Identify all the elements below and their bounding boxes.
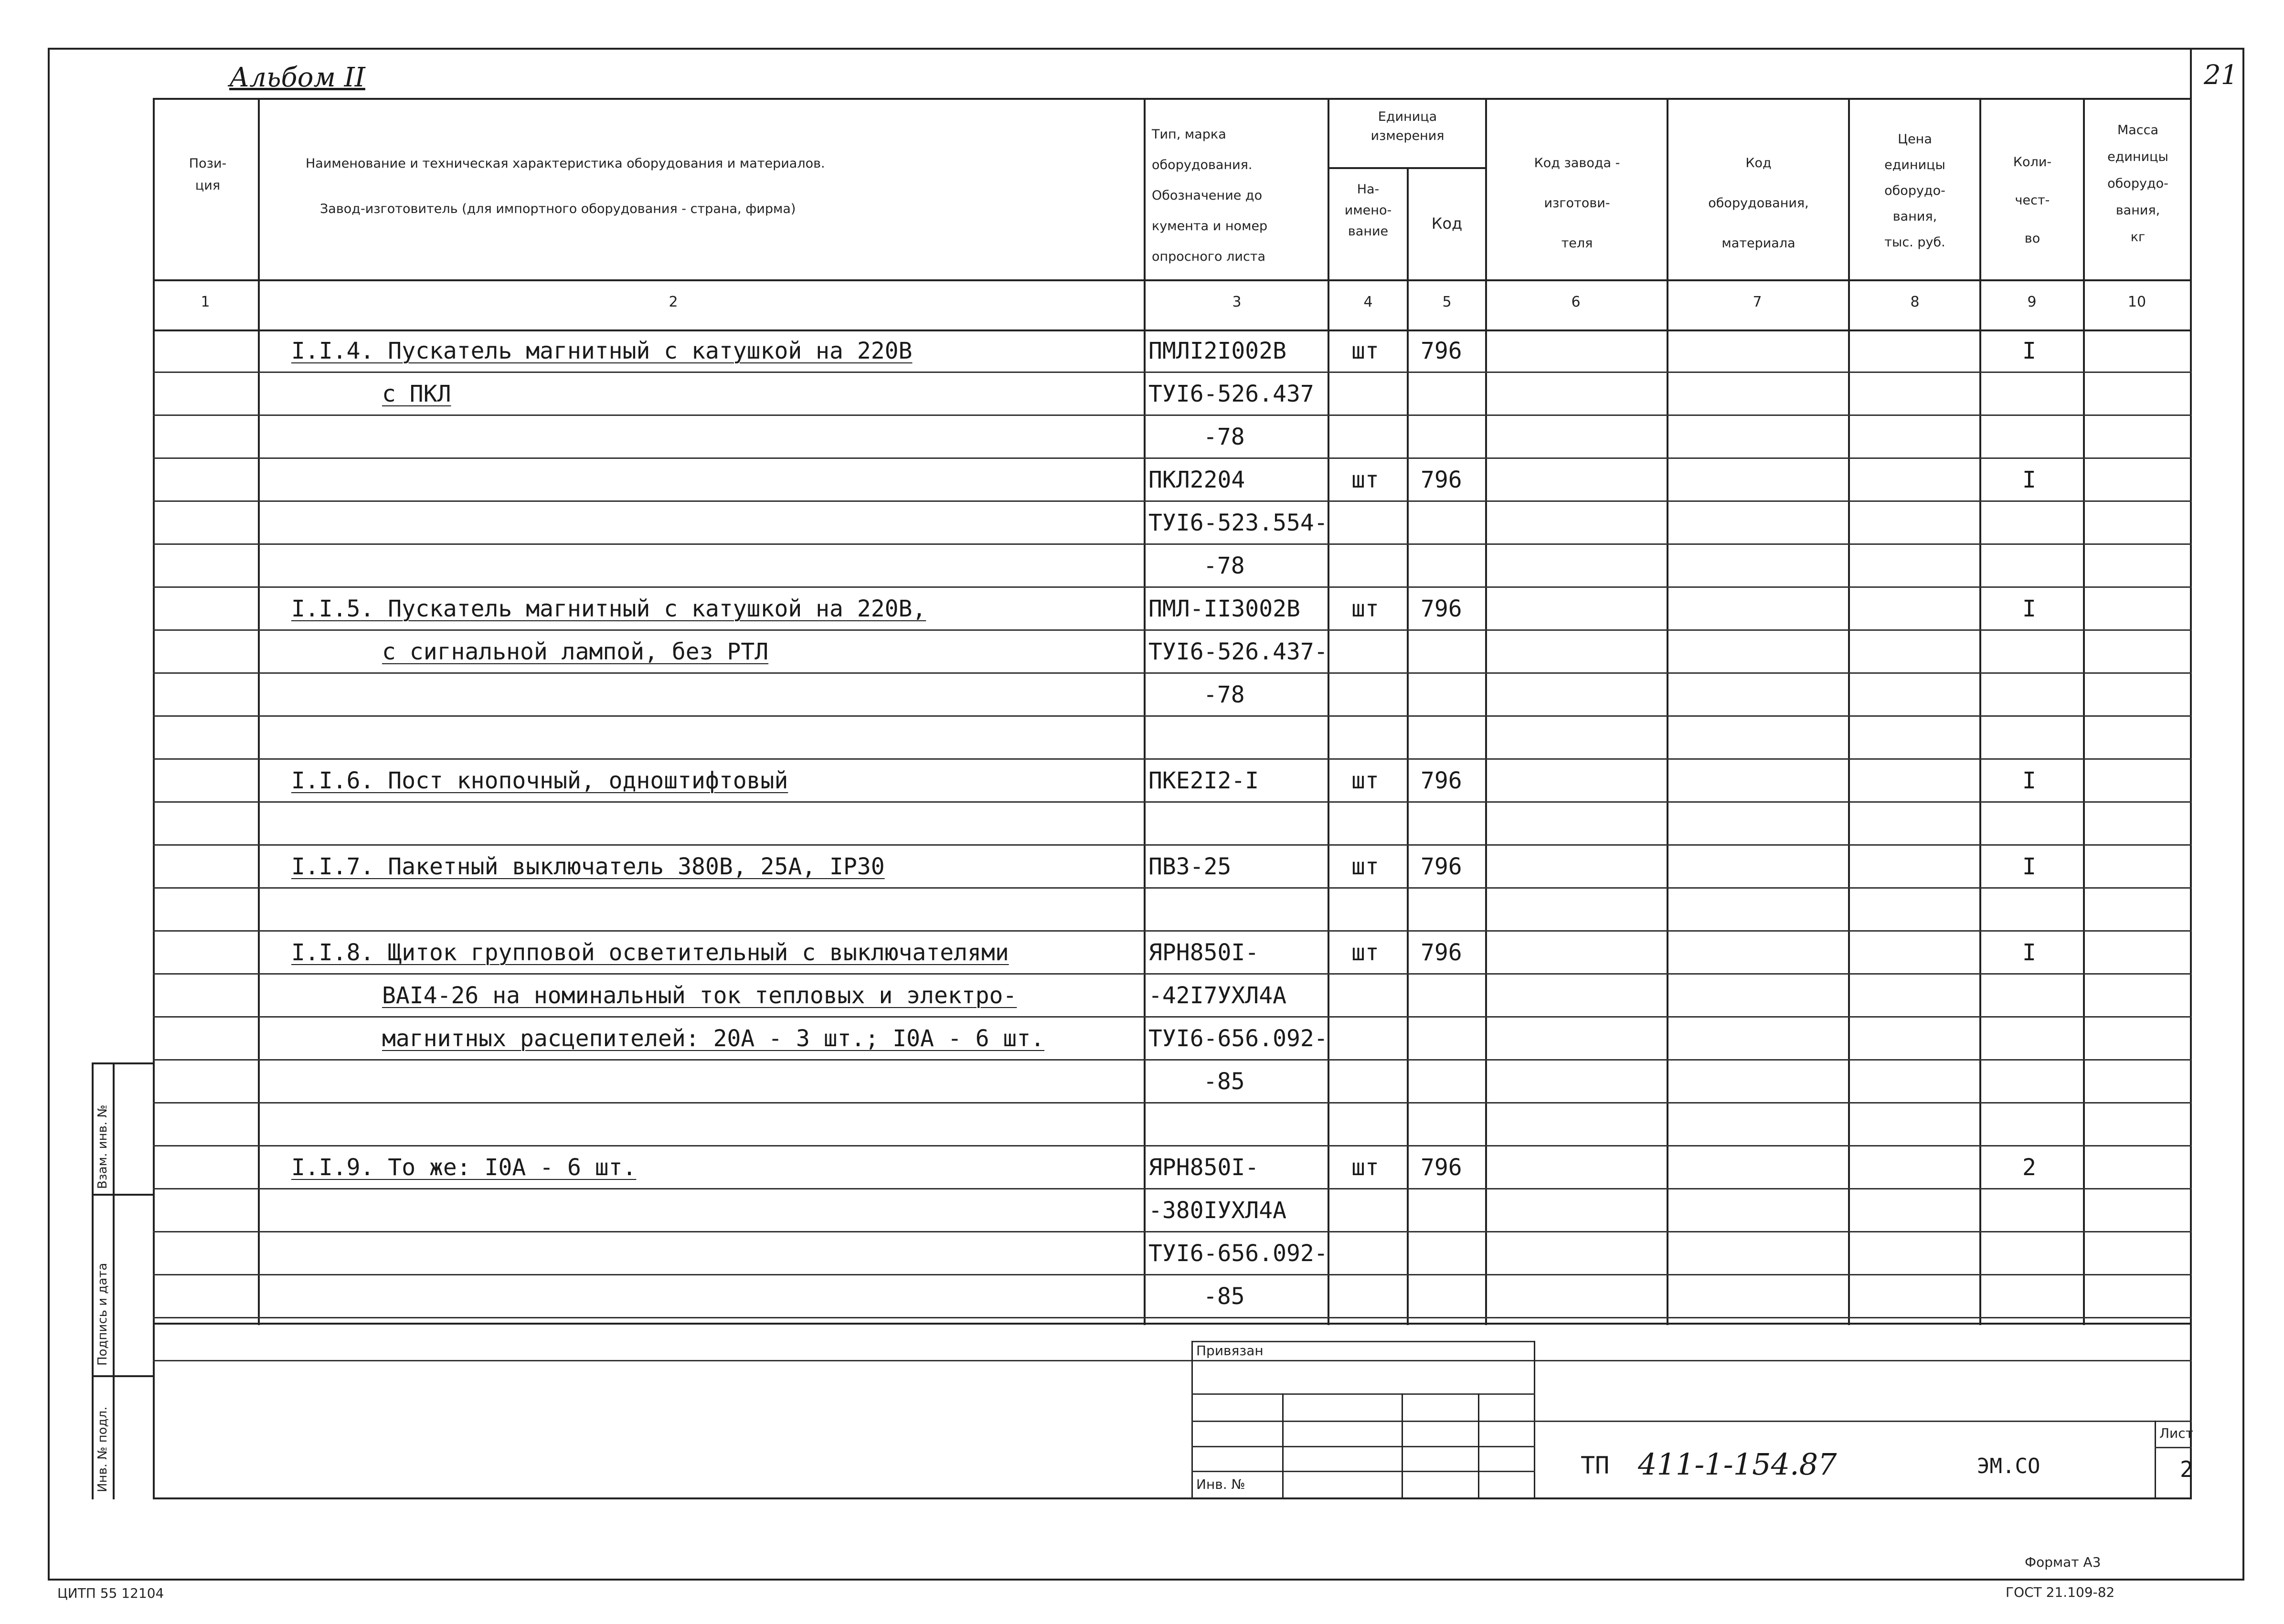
cell-type: -85 bbox=[1203, 1283, 1245, 1310]
row-rule bbox=[153, 414, 2192, 416]
inner-top bbox=[153, 98, 2192, 100]
cell-unit: шт bbox=[1351, 939, 1379, 966]
cell-type: ПКЕ2I2-I bbox=[1148, 767, 1259, 794]
inv-number-label: Инв. № bbox=[1196, 1476, 1245, 1492]
row-rule bbox=[153, 930, 2192, 932]
album-title: Альбом II bbox=[229, 62, 365, 93]
cell-code: 796 bbox=[1421, 853, 1462, 880]
header-equipment-code: Код оборудования, материала bbox=[1708, 156, 1809, 251]
footer-format: Формат А3 bbox=[2025, 1554, 2101, 1570]
cell-name: I.I.5. Пускатель магнитный с катушкой на 220В, bbox=[291, 595, 926, 622]
unit-group-divider bbox=[1328, 167, 1487, 169]
cell-qty: I bbox=[2022, 853, 2036, 880]
privyazan-label: Привязан bbox=[1196, 1343, 1264, 1359]
cell-type: -85 bbox=[1203, 1068, 1245, 1095]
cell-name: с ПКЛ bbox=[382, 381, 451, 407]
cell-qty: I bbox=[2022, 338, 2036, 364]
cell-type: ТУI6-656.092- bbox=[1148, 1240, 1328, 1267]
cell-name: с сигнальной лампой, без РТЛ bbox=[382, 638, 769, 665]
row-rule bbox=[153, 543, 2192, 545]
sheet-corner-number: 21 bbox=[2204, 60, 2238, 91]
cell-type: ТУI6-656.092- bbox=[1148, 1025, 1328, 1052]
header-unit-name: На- имено- вание bbox=[1344, 182, 1392, 239]
cell-code: 796 bbox=[1421, 1154, 1462, 1181]
doc-prefix: ТП bbox=[1581, 1452, 1610, 1479]
cell-qty: I bbox=[2022, 467, 2036, 493]
cell-name: I.I.9. То же: I0А - 6 шт. bbox=[291, 1154, 637, 1181]
cell-type: -380IУХЛ4А bbox=[1148, 1197, 1286, 1224]
header-mass: Масса единицы оборудо- вания, кг bbox=[2107, 123, 2168, 244]
stamp-signature-date: Подпись и дата bbox=[96, 1263, 110, 1366]
cell-type: ЯРН850I- bbox=[1148, 939, 1259, 966]
cell-name: магнитных расцепителей: 20А - 3 шт.; I0А - 6 шт. bbox=[382, 1025, 1045, 1052]
row-rule bbox=[153, 801, 2192, 803]
cell-qty: I bbox=[2022, 939, 2036, 966]
cell-name: I.I.4. Пускатель магнитный с катушкой на 220В bbox=[291, 338, 913, 364]
header-price: Цена единицы оборудо- вания, тыс. руб. bbox=[1884, 132, 1945, 250]
row-rule bbox=[153, 1231, 2192, 1232]
row-rule bbox=[153, 1317, 2192, 1318]
inner-left bbox=[153, 98, 155, 1499]
cell-unit: шт bbox=[1351, 338, 1379, 364]
cell-name: I.I.7. Пакетный выключатель 380В, 25А, IP30 bbox=[291, 853, 885, 880]
frame-left bbox=[48, 48, 50, 1581]
row-rule bbox=[153, 500, 2192, 502]
row-rule bbox=[153, 1274, 2192, 1275]
row-rule bbox=[153, 1102, 2192, 1104]
table-bottom bbox=[153, 1323, 2192, 1325]
cell-name: I.I.6. Пост кнопочный, одноштифтовый bbox=[291, 767, 788, 794]
row-rule bbox=[153, 457, 2192, 459]
cell-unit: шт bbox=[1351, 467, 1379, 493]
cell-qty: I bbox=[2022, 595, 2036, 622]
cell-unit: шт bbox=[1351, 1154, 1379, 1181]
cell-type: ПВ3-25 bbox=[1148, 853, 1232, 880]
row-rule bbox=[153, 629, 2192, 631]
cell-code: 796 bbox=[1421, 595, 1462, 622]
cell-type: ПКЛ2204 bbox=[1148, 467, 1245, 493]
header-maker-code: Код завода - изготови- теля bbox=[1534, 156, 1620, 251]
header-bottom bbox=[153, 279, 2192, 281]
cell-unit: шт bbox=[1351, 853, 1379, 880]
row-rule bbox=[153, 887, 2192, 889]
sheet-code: ЭМ.СО bbox=[1977, 1454, 2040, 1478]
header-name: Наименование и техническая характеристика оборудования и материалов. Завод-изготовитель (для импортного оборудования - страна, фирма) bbox=[306, 156, 825, 216]
header-position: Пози- ция bbox=[189, 156, 227, 193]
cell-type: ТУI6-526.437 bbox=[1148, 381, 1314, 407]
row-rule bbox=[153, 586, 2192, 588]
cell-type: -42I7УХЛ4А bbox=[1148, 982, 1286, 1009]
inner-right bbox=[2190, 48, 2192, 1499]
cell-name: I.I.8. Щиток групповой осветительный с выключателями bbox=[291, 939, 1009, 966]
row-rule bbox=[153, 1059, 2192, 1061]
row-rule bbox=[153, 1360, 2192, 1361]
frame-bottom bbox=[48, 1579, 2244, 1581]
cell-type: ЯРН850I- bbox=[1148, 1154, 1259, 1181]
frame-top bbox=[48, 48, 2244, 50]
cell-code: 796 bbox=[1421, 467, 1462, 493]
doc-code: 411-1-154.87 bbox=[1638, 1447, 1837, 1482]
header-unit-code: Код bbox=[1431, 214, 1463, 233]
stamp-replace-inv: Взам. инв. № bbox=[96, 1104, 110, 1189]
cell-qty: 2 bbox=[2022, 1154, 2036, 1181]
header-quantity: Коли- чест- во bbox=[2013, 155, 2052, 246]
cell-type: ПМЛ-II3002В bbox=[1148, 595, 1300, 622]
cell-unit: шт bbox=[1351, 595, 1379, 622]
cell-type: ТУI6-523.554- bbox=[1148, 509, 1328, 536]
row-rule bbox=[153, 1145, 2192, 1146]
cell-type: -78 bbox=[1203, 424, 1245, 450]
cell-code: 796 bbox=[1421, 767, 1462, 794]
cell-qty: I bbox=[2022, 767, 2036, 794]
row-rule bbox=[153, 1016, 2192, 1018]
frame-right bbox=[2242, 48, 2244, 1581]
cell-unit: шт bbox=[1351, 767, 1379, 794]
inner-bottom bbox=[153, 1497, 2192, 1499]
row-rule bbox=[153, 758, 2192, 760]
number-row-bottom bbox=[153, 329, 2192, 331]
row-rule bbox=[153, 372, 2192, 373]
sheet-number: 2 bbox=[2180, 1456, 2193, 1482]
cell-type: -78 bbox=[1203, 552, 1245, 579]
stamp-original-inv: Инв. № подл. bbox=[96, 1406, 110, 1492]
cell-code: 796 bbox=[1421, 939, 1462, 966]
footer-left-code: ЦИТП 55 12104 bbox=[57, 1585, 164, 1601]
row-rule bbox=[153, 715, 2192, 717]
header-type: Тип, марка оборудования. Обозначение до кумента и номер опросного листа bbox=[1152, 127, 1268, 264]
row-rule bbox=[153, 1188, 2192, 1189]
row-rule bbox=[153, 672, 2192, 674]
cell-type: -78 bbox=[1203, 681, 1245, 708]
cell-code: 796 bbox=[1421, 338, 1462, 364]
footer-gost: ГОСТ 21.109-82 bbox=[2006, 1584, 2115, 1600]
cell-name: ВАI4-26 на номинальный ток тепловых и электро- bbox=[382, 982, 1017, 1009]
row-rule bbox=[153, 973, 2192, 975]
cell-type: ПМЛI2I002В bbox=[1148, 338, 1286, 364]
header-unit-group: Единица измерения bbox=[1370, 109, 1445, 143]
cell-type: ТУI6-526.437- bbox=[1148, 638, 1328, 665]
row-rule bbox=[153, 844, 2192, 846]
sheet-label: Лист bbox=[2159, 1425, 2193, 1441]
